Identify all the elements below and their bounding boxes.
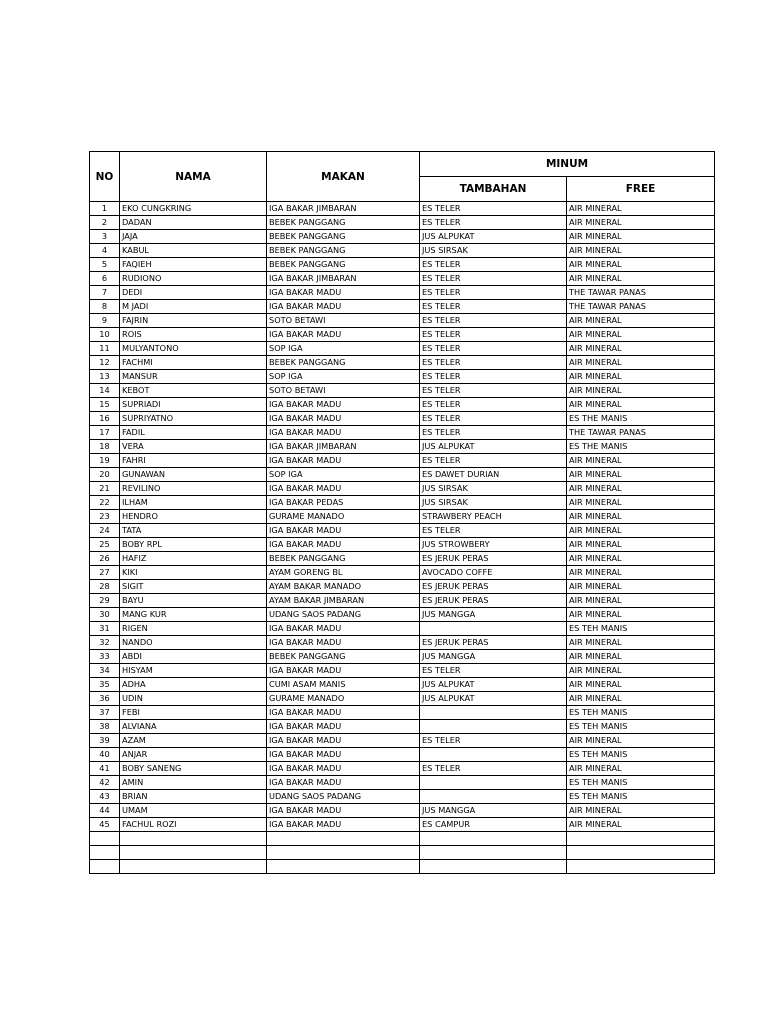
table-row	[90, 272, 715, 286]
cell-tambahan	[420, 860, 567, 874]
cell-free: AIR MINERAL	[567, 650, 715, 664]
table-row	[90, 622, 715, 636]
cell-no: 7	[90, 286, 120, 300]
cell-nama: JAJA	[120, 230, 267, 244]
table-row	[90, 482, 715, 496]
cell-nama: ADHA	[120, 678, 267, 692]
cell-no: 36	[90, 692, 120, 706]
cell-tambahan	[420, 622, 567, 636]
cell-makan: CUMI ASAM MANIS	[267, 678, 420, 692]
cell-free	[567, 846, 715, 860]
cell-makan: IGA BAKAR MADU	[267, 636, 420, 650]
cell-free: AIR MINERAL	[567, 258, 715, 272]
cell-no: 2	[90, 216, 120, 230]
cell-nama: UDIN	[120, 692, 267, 706]
cell-makan: IGA BAKAR MADU	[267, 454, 420, 468]
cell-makan: IGA BAKAR MADU	[267, 412, 420, 426]
cell-tambahan: JUS ALPUKAT	[420, 230, 567, 244]
order-sheet	[89, 151, 715, 874]
cell-nama: GUNAWAN	[120, 468, 267, 482]
cell-nama: KEBOT	[120, 384, 267, 398]
cell-nama: SUPRIADI	[120, 398, 267, 412]
cell-makan: IGA BAKAR MADU	[267, 720, 420, 734]
cell-no: 10	[90, 328, 120, 342]
cell-nama: DEDI	[120, 286, 267, 300]
cell-no: 11	[90, 342, 120, 356]
cell-nama: MANG KUR	[120, 608, 267, 622]
table-row	[90, 818, 715, 832]
cell-free: AIR MINERAL	[567, 328, 715, 342]
table-row	[90, 412, 715, 426]
cell-free: AIR MINERAL	[567, 356, 715, 370]
cell-nama: KIKI	[120, 566, 267, 580]
table-row	[90, 524, 715, 538]
cell-free: AIR MINERAL	[567, 580, 715, 594]
cell-no: 39	[90, 734, 120, 748]
cell-nama: HENDRO	[120, 510, 267, 524]
cell-tambahan: ES TELER	[420, 216, 567, 230]
cell-nama: AZAM	[120, 734, 267, 748]
cell-nama: SIGIT	[120, 580, 267, 594]
cell-tambahan: ES JERUK PERAS	[420, 636, 567, 650]
table-row	[90, 580, 715, 594]
cell-no: 35	[90, 678, 120, 692]
cell-no: 19	[90, 454, 120, 468]
cell-nama: SUPRIYATNO	[120, 412, 267, 426]
cell-makan: SOTO BETAWI	[267, 384, 420, 398]
cell-no: 31	[90, 622, 120, 636]
cell-no: 5	[90, 258, 120, 272]
header-minum: MINUM	[420, 152, 715, 177]
cell-makan: BEBEK PANGGANG	[267, 258, 420, 272]
table-row	[90, 230, 715, 244]
table-row	[90, 370, 715, 384]
table-row	[90, 860, 715, 874]
cell-tambahan: JUS STROWBERY	[420, 538, 567, 552]
cell-free: AIR MINERAL	[567, 538, 715, 552]
table-row	[90, 832, 715, 846]
cell-makan: AYAM GORENG BL	[267, 566, 420, 580]
cell-tambahan	[420, 720, 567, 734]
table-row	[90, 706, 715, 720]
cell-tambahan	[420, 706, 567, 720]
cell-tambahan: ES TELER	[420, 734, 567, 748]
cell-nama: FACHMI	[120, 356, 267, 370]
cell-makan: UDANG SAOS PADANG	[267, 790, 420, 804]
cell-makan: BEBEK PANGGANG	[267, 244, 420, 258]
cell-free: AIR MINERAL	[567, 216, 715, 230]
cell-makan	[267, 846, 420, 860]
cell-no: 9	[90, 314, 120, 328]
cell-free: AIR MINERAL	[567, 272, 715, 286]
cell-tambahan: ES TELER	[420, 398, 567, 412]
cell-nama: BOBY RPL	[120, 538, 267, 552]
table-row	[90, 664, 715, 678]
cell-no: 18	[90, 440, 120, 454]
cell-nama: ABDI	[120, 650, 267, 664]
cell-free: AIR MINERAL	[567, 566, 715, 580]
cell-free: THE TAWAR PANAS	[567, 300, 715, 314]
table-row	[90, 608, 715, 622]
table-row	[90, 538, 715, 552]
cell-free: ES THE MANIS	[567, 440, 715, 454]
cell-no: 33	[90, 650, 120, 664]
cell-nama: AMIN	[120, 776, 267, 790]
cell-tambahan	[420, 832, 567, 846]
cell-no	[90, 860, 120, 874]
cell-free: AIR MINERAL	[567, 482, 715, 496]
cell-no: 29	[90, 594, 120, 608]
cell-free: AIR MINERAL	[567, 314, 715, 328]
table-row	[90, 398, 715, 412]
cell-nama: ANJAR	[120, 748, 267, 762]
cell-makan: SOTO BETAWI	[267, 314, 420, 328]
table-row	[90, 650, 715, 664]
cell-tambahan: ES TELER	[420, 524, 567, 538]
cell-nama: UMAM	[120, 804, 267, 818]
cell-nama: BRIAN	[120, 790, 267, 804]
cell-makan: BEBEK PANGGANG	[267, 216, 420, 230]
cell-no: 45	[90, 818, 120, 832]
table-row	[90, 734, 715, 748]
cell-nama: TATA	[120, 524, 267, 538]
cell-no: 34	[90, 664, 120, 678]
cell-makan: IGA BAKAR MADU	[267, 804, 420, 818]
cell-no: 15	[90, 398, 120, 412]
cell-no: 30	[90, 608, 120, 622]
table-body	[90, 202, 715, 874]
cell-tambahan: JUS MANGGA	[420, 608, 567, 622]
cell-free: AIR MINERAL	[567, 384, 715, 398]
cell-free: THE TAWAR PANAS	[567, 426, 715, 440]
cell-tambahan: ES TELER	[420, 314, 567, 328]
cell-free: AIR MINERAL	[567, 678, 715, 692]
cell-no: 25	[90, 538, 120, 552]
table-row	[90, 790, 715, 804]
cell-free: AIR MINERAL	[567, 244, 715, 258]
cell-tambahan: ES TELER	[420, 286, 567, 300]
cell-free: AIR MINERAL	[567, 230, 715, 244]
cell-nama	[120, 832, 267, 846]
cell-tambahan	[420, 846, 567, 860]
cell-no: 13	[90, 370, 120, 384]
cell-no: 3	[90, 230, 120, 244]
cell-makan: UDANG SAOS PADANG	[267, 608, 420, 622]
cell-nama: FACHUL ROZI	[120, 818, 267, 832]
cell-makan: BEBEK PANGGANG	[267, 230, 420, 244]
cell-makan: IGA BAKAR MADU	[267, 286, 420, 300]
cell-nama: FAQIEH	[120, 258, 267, 272]
cell-tambahan: ES TELER	[420, 384, 567, 398]
cell-tambahan: ES TELER	[420, 342, 567, 356]
cell-nama: BOBY SANENG	[120, 762, 267, 776]
cell-no: 38	[90, 720, 120, 734]
cell-tambahan: JUS SIRSAK	[420, 496, 567, 510]
cell-tambahan	[420, 776, 567, 790]
cell-nama: FEBI	[120, 706, 267, 720]
table-row	[90, 720, 715, 734]
table-row	[90, 496, 715, 510]
cell-no: 27	[90, 566, 120, 580]
cell-free: AIR MINERAL	[567, 762, 715, 776]
cell-free: AIR MINERAL	[567, 510, 715, 524]
cell-tambahan: ES TELER	[420, 664, 567, 678]
cell-makan: BEBEK PANGGANG	[267, 356, 420, 370]
cell-tambahan	[420, 748, 567, 762]
cell-free: ES TEH MANIS	[567, 776, 715, 790]
cell-nama: EKO CUNGKRING	[120, 202, 267, 216]
cell-nama: ALVIANA	[120, 720, 267, 734]
table-row	[90, 244, 715, 258]
cell-no	[90, 832, 120, 846]
cell-free: AIR MINERAL	[567, 608, 715, 622]
cell-tambahan: JUS MANGGA	[420, 804, 567, 818]
table-row	[90, 384, 715, 398]
table-row	[90, 804, 715, 818]
table-row	[90, 552, 715, 566]
cell-free	[567, 860, 715, 874]
cell-nama: ILHAM	[120, 496, 267, 510]
cell-no: 28	[90, 580, 120, 594]
cell-makan: IGA BAKAR MADU	[267, 482, 420, 496]
table-row	[90, 510, 715, 524]
cell-free: AIR MINERAL	[567, 818, 715, 832]
cell-free: AIR MINERAL	[567, 454, 715, 468]
cell-free: AIR MINERAL	[567, 636, 715, 650]
cell-nama: RIGEN	[120, 622, 267, 636]
cell-no: 43	[90, 790, 120, 804]
cell-tambahan: AVOCADO COFFE	[420, 566, 567, 580]
cell-tambahan: JUS SIRSAK	[420, 482, 567, 496]
table-row	[90, 286, 715, 300]
cell-nama	[120, 846, 267, 860]
cell-free: AIR MINERAL	[567, 692, 715, 706]
cell-tambahan: ES JERUK PERAS	[420, 580, 567, 594]
table-row	[90, 202, 715, 216]
cell-no: 32	[90, 636, 120, 650]
cell-free: ES TEH MANIS	[567, 622, 715, 636]
cell-free: AIR MINERAL	[567, 496, 715, 510]
cell-makan: IGA BAKAR MADU	[267, 398, 420, 412]
cell-tambahan: STRAWBERY PEACH	[420, 510, 567, 524]
table-row	[90, 426, 715, 440]
cell-free: AIR MINERAL	[567, 202, 715, 216]
cell-tambahan: ES TELER	[420, 328, 567, 342]
cell-free: ES TEH MANIS	[567, 706, 715, 720]
cell-no: 14	[90, 384, 120, 398]
cell-tambahan: ES TELER	[420, 202, 567, 216]
cell-makan: IGA BAKAR JIMBARAN	[267, 202, 420, 216]
table-row	[90, 846, 715, 860]
cell-tambahan: ES TELER	[420, 370, 567, 384]
cell-nama: HAFIZ	[120, 552, 267, 566]
table-row	[90, 356, 715, 370]
table-row	[90, 468, 715, 482]
cell-nama: REVILINO	[120, 482, 267, 496]
cell-tambahan: ES TELER	[420, 762, 567, 776]
cell-nama: VERA	[120, 440, 267, 454]
cell-no: 44	[90, 804, 120, 818]
order-table	[89, 151, 715, 874]
cell-makan: IGA BAKAR MADU	[267, 538, 420, 552]
cell-makan	[267, 832, 420, 846]
cell-no: 6	[90, 272, 120, 286]
cell-no: 21	[90, 482, 120, 496]
cell-tambahan: ES TELER	[420, 454, 567, 468]
table-row	[90, 762, 715, 776]
cell-free: AIR MINERAL	[567, 594, 715, 608]
cell-tambahan: ES JERUK PERAS	[420, 594, 567, 608]
cell-makan: IGA BAKAR MADU	[267, 300, 420, 314]
cell-makan	[267, 860, 420, 874]
cell-free: AIR MINERAL	[567, 370, 715, 384]
header-no: NO	[90, 152, 120, 202]
cell-makan: IGA BAKAR MADU	[267, 818, 420, 832]
table-header	[90, 152, 715, 202]
cell-nama: FAJRIN	[120, 314, 267, 328]
cell-tambahan: ES TELER	[420, 426, 567, 440]
cell-free: AIR MINERAL	[567, 342, 715, 356]
cell-makan: SOP IGA	[267, 468, 420, 482]
cell-nama: MULYANTONO	[120, 342, 267, 356]
header-makan: MAKAN	[267, 152, 420, 202]
cell-makan: IGA BAKAR MADU	[267, 622, 420, 636]
cell-makan: IGA BAKAR JIMBARAN	[267, 440, 420, 454]
cell-makan: IGA BAKAR MADU	[267, 664, 420, 678]
cell-makan: IGA BAKAR MADU	[267, 524, 420, 538]
table-row	[90, 440, 715, 454]
table-row	[90, 594, 715, 608]
cell-free: ES TEH MANIS	[567, 720, 715, 734]
table-row	[90, 678, 715, 692]
cell-free: AIR MINERAL	[567, 468, 715, 482]
table-row	[90, 692, 715, 706]
cell-tambahan: ES DAWET DURIAN	[420, 468, 567, 482]
cell-nama: MANSUR	[120, 370, 267, 384]
cell-no: 42	[90, 776, 120, 790]
cell-free: AIR MINERAL	[567, 524, 715, 538]
cell-tambahan: ES JERUK PERAS	[420, 552, 567, 566]
cell-nama	[120, 860, 267, 874]
cell-makan: IGA BAKAR MADU	[267, 426, 420, 440]
cell-no: 20	[90, 468, 120, 482]
cell-no: 40	[90, 748, 120, 762]
cell-tambahan: ES TELER	[420, 272, 567, 286]
cell-tambahan: ES TELER	[420, 258, 567, 272]
cell-no	[90, 846, 120, 860]
cell-makan: GURAME MANADO	[267, 510, 420, 524]
cell-makan: SOP IGA	[267, 370, 420, 384]
cell-no: 26	[90, 552, 120, 566]
table-row	[90, 776, 715, 790]
cell-no: 41	[90, 762, 120, 776]
table-row	[90, 454, 715, 468]
cell-tambahan: ES CAMPUR	[420, 818, 567, 832]
cell-nama: NANDO	[120, 636, 267, 650]
cell-free: AIR MINERAL	[567, 804, 715, 818]
table-row	[90, 300, 715, 314]
cell-makan: IGA BAKAR MADU	[267, 706, 420, 720]
cell-free: ES THE MANIS	[567, 412, 715, 426]
cell-tambahan: JUS ALPUKAT	[420, 440, 567, 454]
cell-tambahan: ES TELER	[420, 356, 567, 370]
cell-nama: KABUL	[120, 244, 267, 258]
cell-makan: IGA BAKAR MADU	[267, 748, 420, 762]
cell-free: ES TEH MANIS	[567, 748, 715, 762]
cell-no: 23	[90, 510, 120, 524]
cell-free: THE TAWAR PANAS	[567, 286, 715, 300]
cell-makan: IGA BAKAR MADU	[267, 762, 420, 776]
table-row	[90, 328, 715, 342]
cell-free: AIR MINERAL	[567, 734, 715, 748]
table-row	[90, 566, 715, 580]
cell-free: AIR MINERAL	[567, 398, 715, 412]
cell-nama: FAHRI	[120, 454, 267, 468]
table-row	[90, 342, 715, 356]
cell-makan: IGA BAKAR JIMBARAN	[267, 272, 420, 286]
cell-no: 22	[90, 496, 120, 510]
table-row	[90, 314, 715, 328]
header-nama: NAMA	[120, 152, 267, 202]
cell-makan: IGA BAKAR MADU	[267, 328, 420, 342]
cell-free	[567, 832, 715, 846]
cell-free: AIR MINERAL	[567, 664, 715, 678]
cell-nama: DADAN	[120, 216, 267, 230]
cell-nama: M JADI	[120, 300, 267, 314]
header-free: FREE	[567, 177, 715, 202]
cell-nama: FADIL	[120, 426, 267, 440]
cell-nama: BAYU	[120, 594, 267, 608]
cell-no: 37	[90, 706, 120, 720]
cell-makan: SOP IGA	[267, 342, 420, 356]
table-row	[90, 748, 715, 762]
cell-no: 4	[90, 244, 120, 258]
table-row	[90, 258, 715, 272]
cell-no: 17	[90, 426, 120, 440]
cell-makan: IGA BAKAR PEDAS	[267, 496, 420, 510]
cell-nama: ROIS	[120, 328, 267, 342]
cell-makan: BEBEK PANGGANG	[267, 650, 420, 664]
cell-free: AIR MINERAL	[567, 552, 715, 566]
cell-no: 8	[90, 300, 120, 314]
cell-makan: AYAM BAKAR MANADO	[267, 580, 420, 594]
cell-tambahan	[420, 790, 567, 804]
cell-no: 1	[90, 202, 120, 216]
cell-no: 16	[90, 412, 120, 426]
cell-tambahan: JUS ALPUKAT	[420, 678, 567, 692]
cell-makan: AYAM BAKAR JIMBARAN	[267, 594, 420, 608]
table-row	[90, 216, 715, 230]
cell-free: ES TEH MANIS	[567, 790, 715, 804]
cell-tambahan: ES TELER	[420, 300, 567, 314]
cell-makan: IGA BAKAR MADU	[267, 776, 420, 790]
cell-makan: BEBEK PANGGANG	[267, 552, 420, 566]
cell-nama: RUDIONO	[120, 272, 267, 286]
cell-makan: IGA BAKAR MADU	[267, 734, 420, 748]
cell-tambahan: ES TELER	[420, 412, 567, 426]
cell-tambahan: JUS ALPUKAT	[420, 692, 567, 706]
cell-no: 12	[90, 356, 120, 370]
cell-no: 24	[90, 524, 120, 538]
cell-tambahan: JUS SIRSAK	[420, 244, 567, 258]
table-row	[90, 636, 715, 650]
cell-makan: GURAME MANADO	[267, 692, 420, 706]
header-tambahan: TAMBAHAN	[420, 177, 567, 202]
cell-nama: HISYAM	[120, 664, 267, 678]
cell-tambahan: JUS MANGGA	[420, 650, 567, 664]
